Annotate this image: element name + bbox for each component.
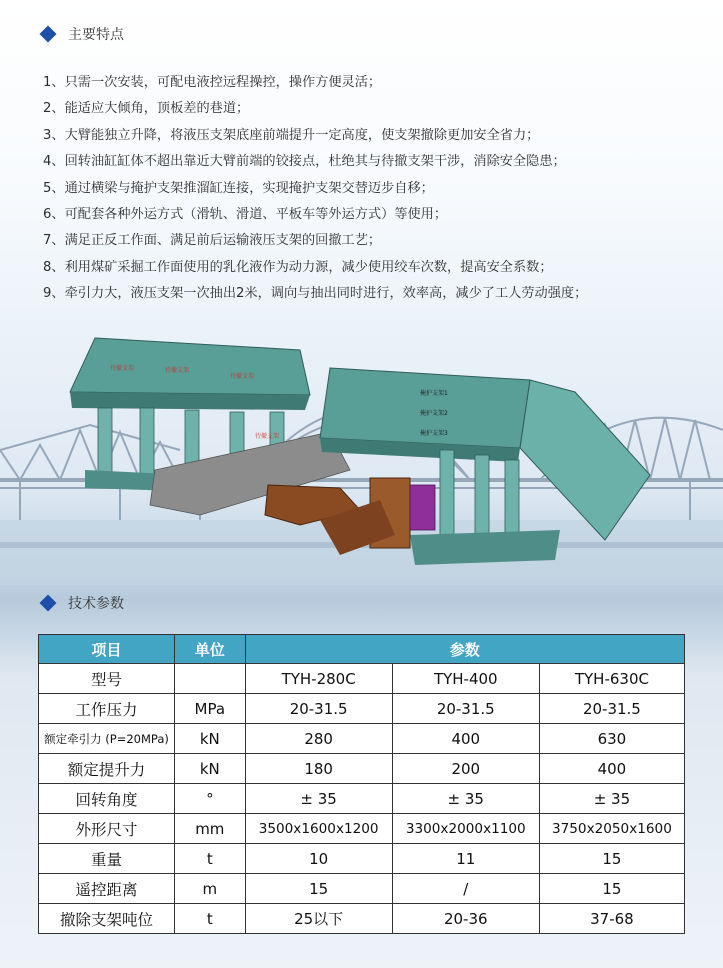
table-row bbox=[39, 724, 685, 754]
feature-item: 2、能适应大倾角，顶板差的巷道； bbox=[43, 101, 250, 117]
row-label: 回转角度 bbox=[39, 784, 175, 814]
params-title: 技术参数 bbox=[68, 596, 124, 612]
row-unit: ° bbox=[175, 784, 246, 814]
features-list bbox=[43, 70, 683, 308]
row-value: 3750x2050x1600 bbox=[539, 814, 684, 844]
diamond-bullet-icon bbox=[40, 26, 57, 43]
support-label: 掩护支架2 bbox=[420, 410, 448, 417]
row-label: 重量 bbox=[39, 844, 175, 874]
row-value: 20-31.5 bbox=[392, 694, 539, 724]
equipment-illustration bbox=[0, 320, 723, 585]
row-unit: mm bbox=[175, 814, 246, 844]
feature-item: 4、回转油缸缸体不超出靠近大臂前端的铰接点，杜绝其与待撤支架干涉，消除安全隐患； bbox=[43, 154, 566, 170]
support-label: 掩护支架3 bbox=[420, 430, 448, 437]
table-row bbox=[39, 664, 685, 694]
row-value: 15 bbox=[539, 844, 684, 874]
diamond-bullet-icon bbox=[40, 595, 57, 612]
support-label: 待撤支架 bbox=[230, 373, 255, 380]
row-label: 额定牵引力 (P=20MPa) bbox=[39, 724, 175, 754]
row-label: 工作压力 bbox=[39, 694, 175, 724]
header-item: 项目 bbox=[39, 635, 175, 664]
feature-item: 3、大臂能独立升降，将液压支架底座前端提升一定高度，使支架撤除更加安全省力； bbox=[43, 127, 540, 143]
header-params: 参数 bbox=[245, 635, 684, 664]
feature-item: 5、通过横梁与掩护支架推溜缸连接，实现掩护支架交替迈步自移； bbox=[43, 180, 434, 196]
support-label: 掩护支架1 bbox=[420, 390, 448, 397]
table-row bbox=[39, 754, 685, 784]
row-value: 3500x1600x1200 bbox=[245, 814, 392, 844]
support-label: 待撤支架 bbox=[165, 367, 190, 374]
row-value: 15 bbox=[539, 874, 684, 904]
row-value: 25以下 bbox=[245, 904, 392, 934]
table-row bbox=[39, 874, 685, 904]
row-value: ± 35 bbox=[392, 784, 539, 814]
row-value: 630 bbox=[539, 724, 684, 754]
features-title: 主要特点 bbox=[68, 27, 124, 43]
row-label: 外形尺寸 bbox=[39, 814, 175, 844]
table-row bbox=[39, 904, 685, 934]
row-value: 3300x2000x1100 bbox=[392, 814, 539, 844]
row-value: 200 bbox=[392, 754, 539, 784]
row-label: 额定提升力 bbox=[39, 754, 175, 784]
support-label: 待撤支架 bbox=[110, 365, 135, 372]
row-value: 20-31.5 bbox=[245, 694, 392, 724]
row-unit: MPa bbox=[175, 694, 246, 724]
row-value: / bbox=[392, 874, 539, 904]
row-value: TYH-280C bbox=[245, 664, 392, 694]
feature-item: 7、满足正反工作面、满足前后运输液压支架的回撤工艺； bbox=[43, 233, 382, 249]
params-table bbox=[38, 634, 685, 934]
row-value: 37-68 bbox=[539, 904, 684, 934]
support-label: 待撤支架 bbox=[255, 433, 280, 440]
params-heading bbox=[42, 593, 124, 613]
row-value: TYH-630C bbox=[539, 664, 684, 694]
table-row bbox=[39, 814, 685, 844]
row-unit: t bbox=[175, 844, 246, 874]
row-unit: m bbox=[175, 874, 246, 904]
feature-item: 6、可配套各种外运方式（滑轨、滑道、平板车等外运方式）等使用； bbox=[43, 207, 448, 223]
features-heading bbox=[42, 24, 124, 44]
row-unit bbox=[175, 664, 246, 694]
row-value: ± 35 bbox=[245, 784, 392, 814]
row-unit: kN bbox=[175, 724, 246, 754]
row-value: ± 35 bbox=[539, 784, 684, 814]
row-unit: kN bbox=[175, 754, 246, 784]
row-value: 400 bbox=[392, 724, 539, 754]
row-value: 280 bbox=[245, 724, 392, 754]
row-value: 20-31.5 bbox=[539, 694, 684, 724]
row-label: 撤除支架吨位 bbox=[39, 904, 175, 934]
row-label: 遥控距离 bbox=[39, 874, 175, 904]
feature-item: 8、利用煤矿采掘工作面使用的乳化液作为动力源，减少使用绞车次数，提高安全系数； bbox=[43, 259, 553, 275]
header-unit: 单位 bbox=[175, 635, 246, 664]
table-header-row bbox=[39, 635, 685, 664]
feature-item: 1、只需一次安装，可配电液控远程操控，操作方便灵活； bbox=[43, 75, 382, 90]
row-value: 20-36 bbox=[392, 904, 539, 934]
row-value: 15 bbox=[245, 874, 392, 904]
row-value: 10 bbox=[245, 844, 392, 874]
row-value: 180 bbox=[245, 754, 392, 784]
table-row bbox=[39, 844, 685, 874]
row-value: 11 bbox=[392, 844, 539, 874]
row-value: 400 bbox=[539, 754, 684, 784]
table-row bbox=[39, 694, 685, 724]
row-label: 型号 bbox=[39, 664, 175, 694]
table-row bbox=[39, 784, 685, 814]
row-unit: t bbox=[175, 904, 246, 934]
row-value: TYH-400 bbox=[392, 664, 539, 694]
feature-item: 9、牵引力大，液压支架一次抽出2米，调向与抽出同时进行，效率高，减少了工人劳动强度； bbox=[43, 286, 588, 302]
